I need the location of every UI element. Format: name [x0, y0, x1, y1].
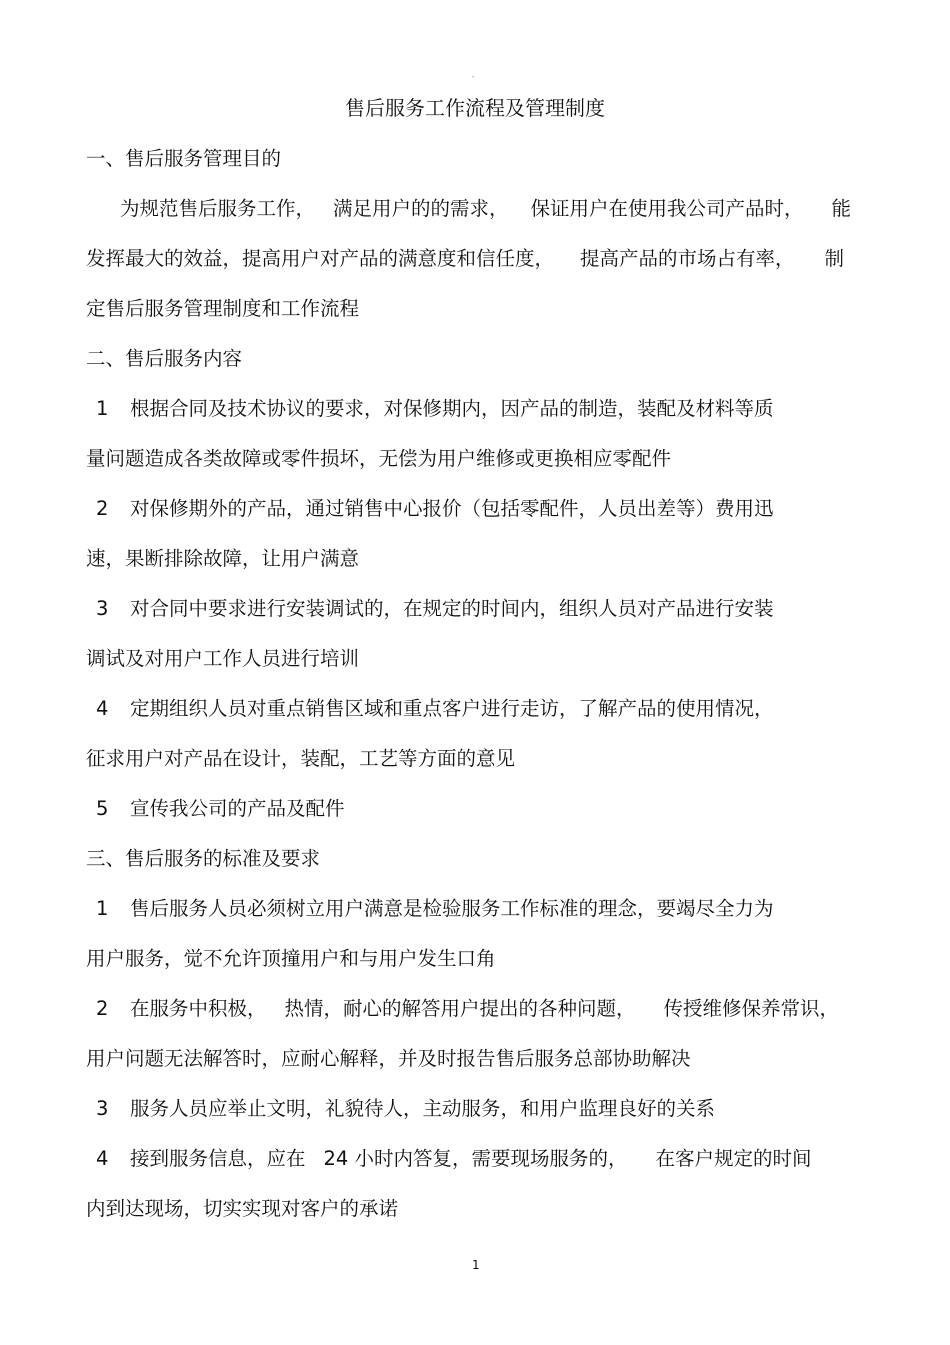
- item-number: 1: [96, 897, 109, 920]
- section-heading-1: 一、售后服务管理目的: [86, 147, 282, 170]
- page-number: 1: [472, 1258, 480, 1272]
- paragraph-line: 定售后服务管理制度和工作流程: [86, 297, 360, 320]
- item-number: 5: [96, 797, 109, 820]
- list-item-continuation: 用户问题无法解答时，应耐心解释，并及时报告售后服务总部协助解决: [86, 1047, 691, 1070]
- list-item-continuation: 用户服务，觉不允许顶撞用户和与用户发生口角: [86, 947, 496, 970]
- list-item-continuation: 调试及对用户工作人员进行培训: [86, 647, 360, 670]
- header-mark: 。: [472, 72, 479, 79]
- paragraph-line: 为规范售后服务工作， 满足用户的的需求， 保证用户在使用我公司产品时， 能: [120, 197, 852, 220]
- list-item-continuation: 征求用户对产品在设计，装配，工艺等方面的意见: [86, 747, 516, 770]
- list-item: 2 对保修期外的产品，通过销售中心报价（包括零配件，人员出差等）费用迅: [96, 497, 774, 520]
- list-item-continuation: 内到达现场，切实实现对客户的承诺: [86, 1197, 399, 1220]
- item-number: 2: [96, 497, 109, 520]
- item-number: 4: [96, 1147, 109, 1170]
- list-item: 1 根据合同及技术协议的要求，对保修期内，因产品的制造，装配及材料等质: [96, 397, 774, 420]
- list-item-continuation: 速，果断排除故障，让用户满意: [86, 547, 360, 570]
- item-number: 3: [96, 1097, 109, 1120]
- list-item: 2 在服务中积极， 热情，耐心的解答用户提出的各种问题， 传授维修保养常识，: [96, 997, 840, 1020]
- item-number: 4: [96, 697, 109, 720]
- list-item: 3 服务人员应举止文明，礼貌待人，主动服务，和用户监理良好的关系: [96, 1097, 716, 1120]
- item-number: 1: [96, 397, 109, 420]
- section-heading-2: 二、售后服务内容: [86, 347, 243, 370]
- section-heading-3: 三、售后服务的标准及要求: [86, 847, 321, 870]
- item-number: 3: [96, 597, 109, 620]
- paragraph-line: 发挥最大的效益，提高用户对产品的满意度和信任度， 提高产品的市场占有率， 制: [86, 247, 845, 270]
- list-item-continuation: 量问题造成各类故障或零件损坏，无偿为用户维修或更换相应零配件: [86, 447, 672, 470]
- document-title: 售后服务工作流程及管理制度: [345, 96, 605, 120]
- list-item: 1 售后服务人员必须树立用户满意是检验服务工作标准的理念，要竭尽全力为: [96, 897, 774, 920]
- list-item: 4 定期组织人员对重点销售区域和重点客户进行走访，了解产品的使用情况，: [96, 697, 774, 720]
- item-number: 2: [96, 997, 109, 1020]
- list-item: 4 接到服务信息，应在 24 小时内答复，需要现场服务的， 在客户规定的时间: [96, 1147, 812, 1170]
- list-item: 3 对合同中要求进行安装调试的，在规定的时间内，组织人员对产品进行安装: [96, 597, 774, 620]
- list-item: 5 宣传我公司的产品及配件: [96, 797, 345, 820]
